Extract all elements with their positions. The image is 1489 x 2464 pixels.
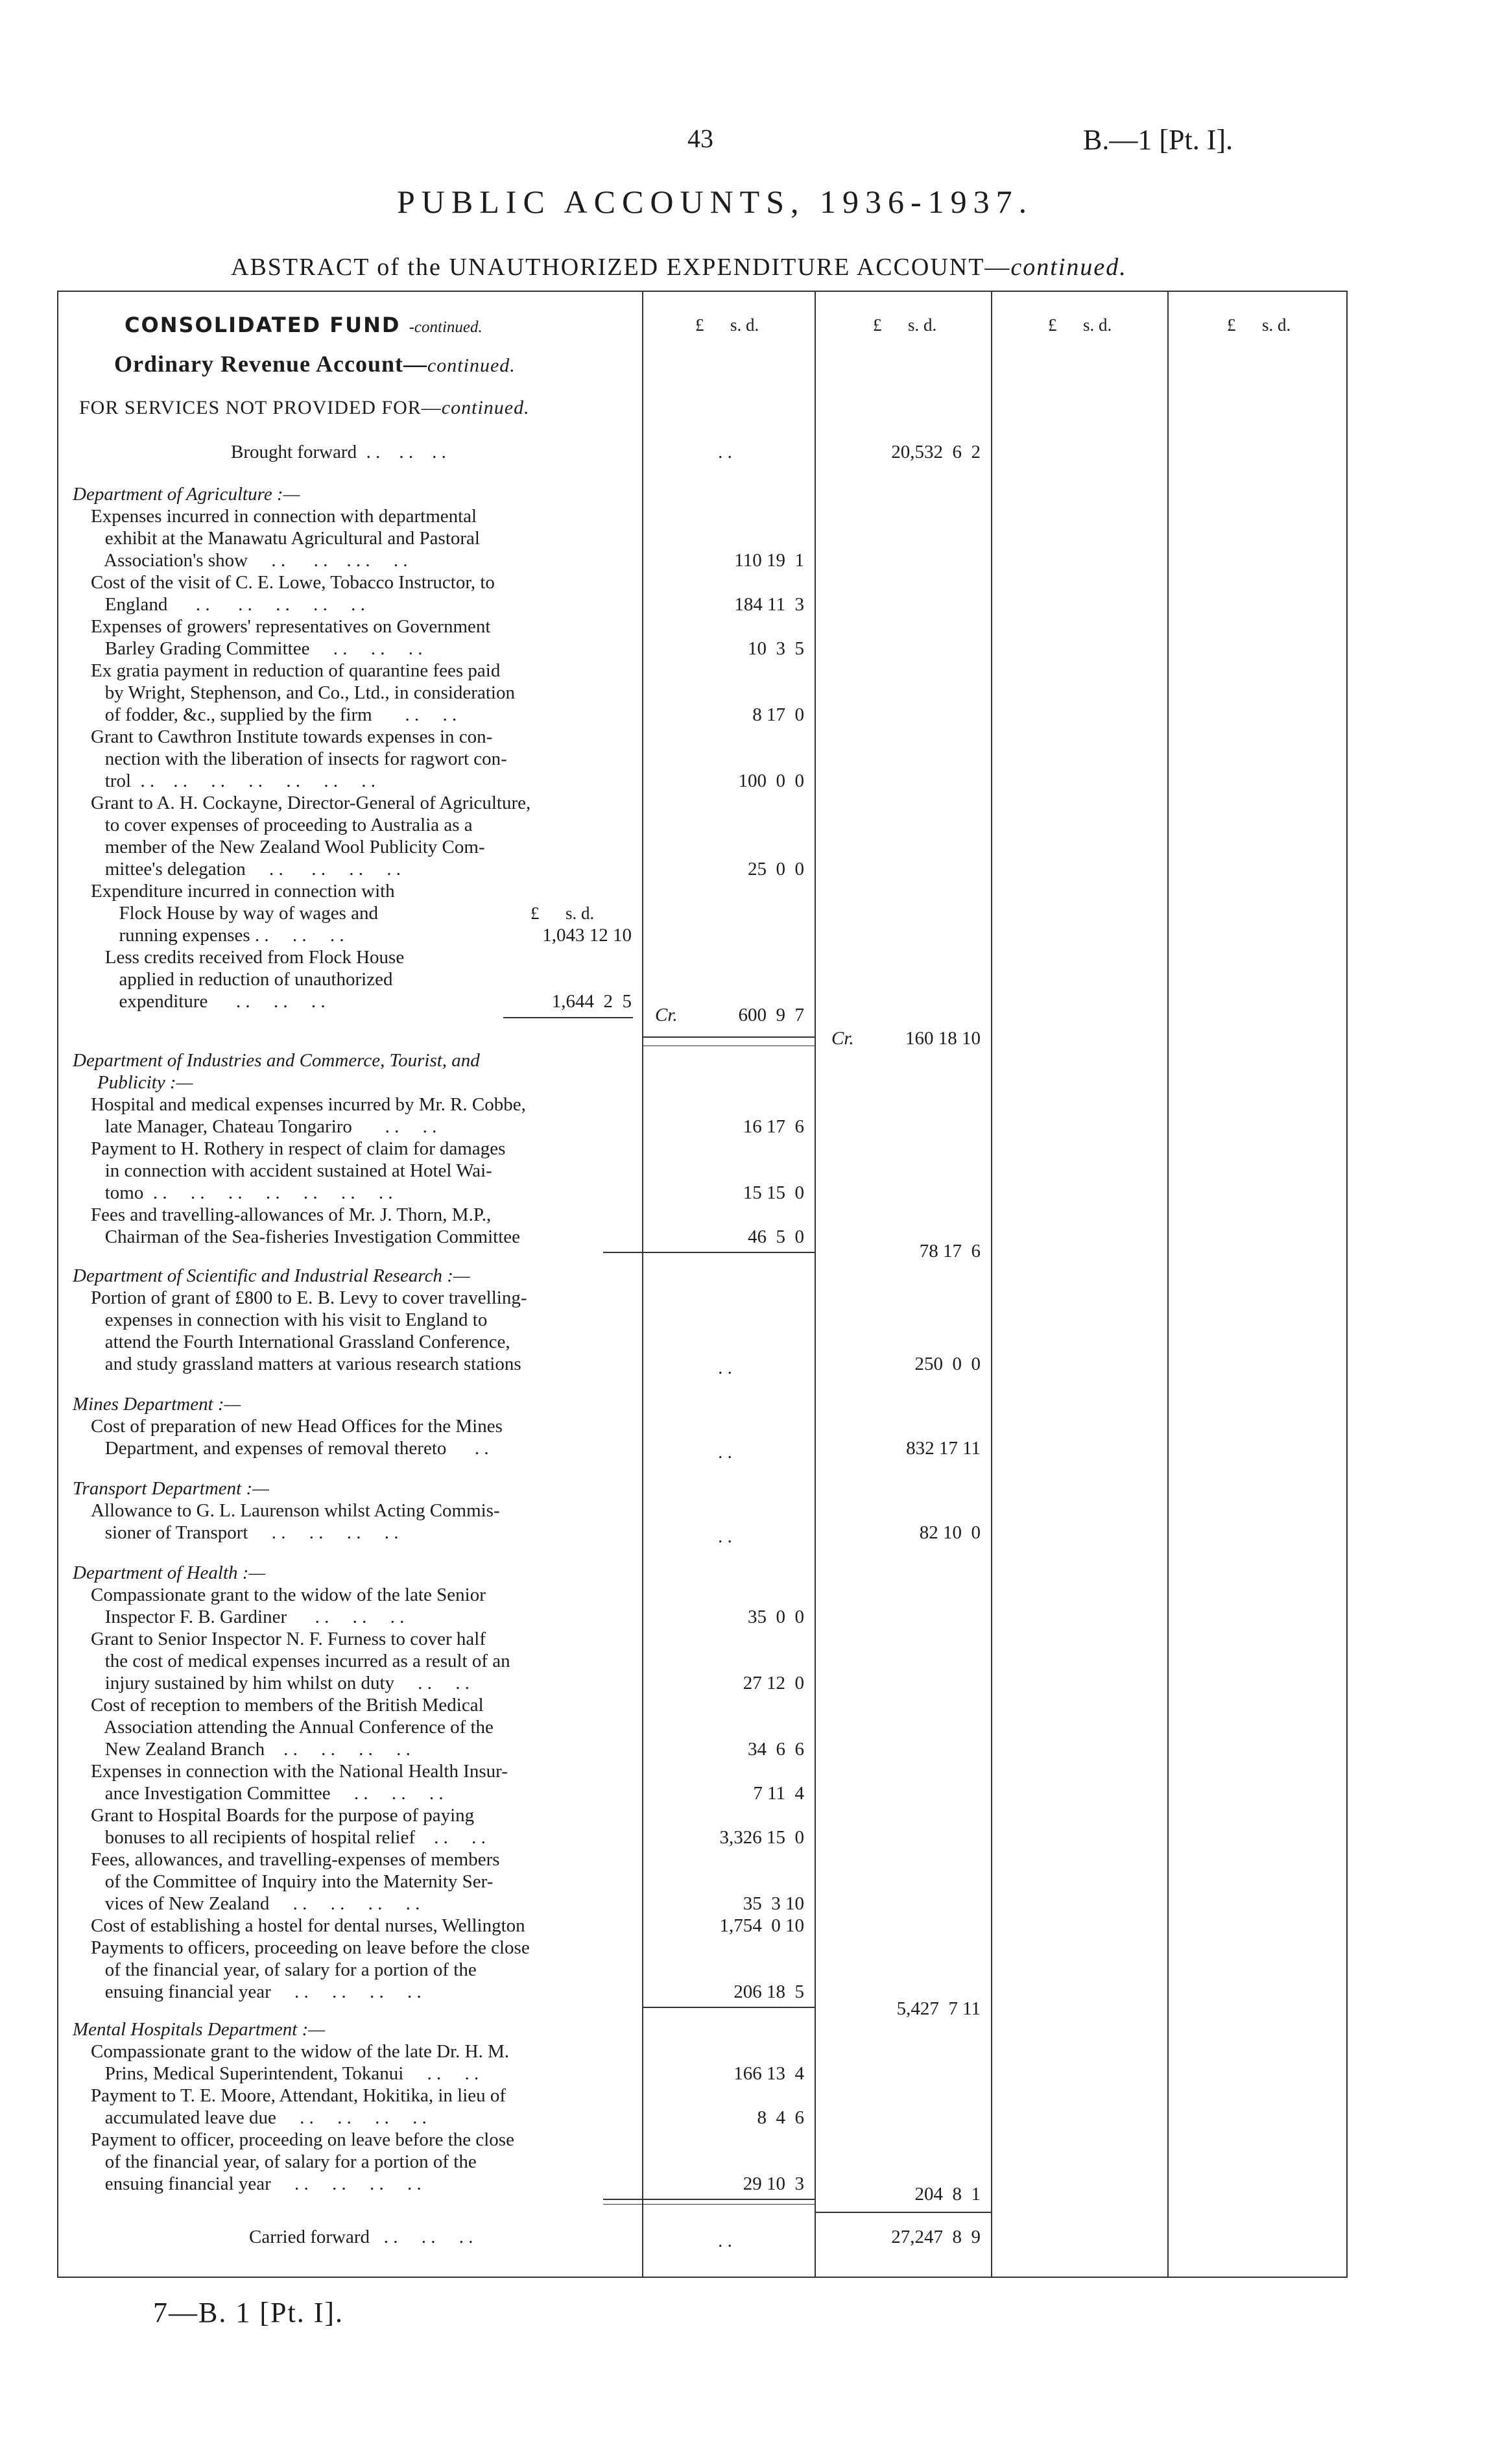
health-subtotal: 5,427 7 11 bbox=[896, 1998, 981, 2019]
mines-subtotal: 832 17 11 bbox=[906, 1438, 981, 1459]
mines-line-2: Department, and expenses of removal thereto . . bbox=[91, 1438, 489, 1459]
table-bottom-rule bbox=[57, 2277, 1348, 2278]
footer-signature: 7—B. 1 [Pt. I]. bbox=[153, 2297, 344, 2328]
agri-item-3-line-1: Expenses of growers' representatives on Government bbox=[91, 616, 491, 637]
ind-item-1-line-2: late Manager, Chateau Tongariro . . . . bbox=[91, 1116, 437, 1137]
carried-forward-label: Carried forward . . . . . . bbox=[249, 2227, 473, 2247]
brought-forward-c1: . . bbox=[718, 442, 732, 462]
services-continued: continued. bbox=[441, 397, 530, 418]
agriculture-heading: Department of Agriculture :— bbox=[73, 484, 300, 505]
health-item-4-line-1: Expenses in connection with the National Health Insur- bbox=[91, 1761, 508, 1782]
health-item-6-line-1: Fees, allowances, and travelling-expenses of members bbox=[91, 1849, 500, 1870]
health-item-7-line-1: Cost of establishing a hostel for dental nurses, Wellington bbox=[91, 1915, 525, 1936]
transport-line-2: sioner of Transport . . . . . . . . bbox=[91, 1522, 399, 1543]
health-item-5-line-2: bonuses to all recipients of hospital relief . . . . bbox=[91, 1827, 486, 1848]
transport-c1: . . bbox=[718, 1526, 732, 1547]
health-item-3-amount: 34 6 6 bbox=[748, 1739, 804, 1760]
health-item-1-line-1: Compassionate grant to the widow of the late Senior bbox=[91, 1585, 486, 1605]
mines-line-1: Cost of preparation of new Head Offices for the Mines bbox=[91, 1416, 503, 1437]
mental-heading: Mental Hospitals Department :— bbox=[73, 2019, 326, 2040]
agri-item-2-amount: 184 11 3 bbox=[734, 594, 804, 615]
ind-col1-rule bbox=[603, 1252, 815, 1253]
health-item-6-amount: 35 3 10 bbox=[743, 1893, 804, 1914]
health-item-3-line-2: Association attending the Annual Conference of the bbox=[91, 1717, 494, 1738]
services-heading bbox=[79, 397, 530, 419]
health-col1-rule bbox=[642, 2007, 815, 2008]
col4-rule bbox=[1167, 291, 1169, 2278]
health-item-6-line-2: of the Committee of Inquiry into the Maternity Ser- bbox=[91, 1871, 494, 1892]
flock-line-5: applied in reduction of unauthorized bbox=[91, 969, 393, 990]
col2-header: £ s. d. bbox=[873, 315, 937, 335]
health-item-8-line-3: ensuing financial year . . . . . . . . bbox=[91, 1981, 422, 2002]
flock-less-label: Less credits received from Flock House bbox=[91, 947, 405, 968]
mental-col1-rule-2 bbox=[603, 2204, 815, 2205]
mental-subtotal: 204 8 1 bbox=[914, 2184, 981, 2205]
ind-item-1-amount: 16 17 6 bbox=[743, 1116, 804, 1137]
account-name: Ordinary Revenue Account— bbox=[114, 351, 427, 377]
agri-item-5-line-1: Grant to Cawthron Institute towards expenses in con- bbox=[91, 726, 493, 747]
health-item-5-amount: 3,326 15 0 bbox=[719, 1827, 804, 1848]
industries-heading-2: Publicity :— bbox=[97, 1072, 193, 1093]
agri-item-6-line-4: mittee's delegation . . . . . . . . bbox=[91, 859, 401, 879]
account-heading bbox=[114, 350, 516, 377]
health-item-6-line-3: vices of New Zealand . . . . . . . . bbox=[91, 1893, 420, 1914]
mental-item-1-line-1: Compassionate grant to the widow of the late Dr. H. M. bbox=[91, 2041, 510, 2062]
agri-item-6-amount: 25 0 0 bbox=[748, 859, 804, 879]
agri-item-4-line-2: by Wright, Stephenson, and Co., Ltd., in consideration bbox=[91, 682, 515, 703]
dsir-line-2: expenses in connection with his visit to England to bbox=[91, 1310, 488, 1330]
document-reference: B.—1 [Pt. I]. bbox=[1083, 124, 1233, 156]
page-title: PUBLIC ACCOUNTS, 1936-1937. bbox=[397, 184, 1034, 220]
page-subtitle bbox=[231, 253, 1127, 281]
ind-item-3-line-1: Fees and travelling-allowances of Mr. J. Thorn, M.P., bbox=[91, 1204, 492, 1225]
health-item-5-line-1: Grant to Hospital Boards for the purpose of paying bbox=[91, 1805, 475, 1826]
health-item-3-line-1: Cost of reception to members of the British Medical bbox=[91, 1695, 484, 1716]
health-item-2-amount: 27 12 0 bbox=[743, 1673, 804, 1693]
health-item-4-amount: 7 11 4 bbox=[753, 1783, 804, 1804]
agri-item-2-line-1: Cost of the visit of C. E. Lowe, Tobacco Instructor, to bbox=[91, 572, 495, 593]
health-item-4-line-2: ance Investigation Committee . . . . . . bbox=[91, 1783, 444, 1804]
health-item-8-line-1: Payments to officers, proceeding on leave before the close bbox=[91, 1937, 530, 1958]
ind-item-1-line-1: Hospital and medical expenses incurred by Mr. R. Cobbe, bbox=[91, 1094, 526, 1115]
agri-item-4-line-1: Ex gratia payment in reduction of quarantine fees paid bbox=[91, 660, 501, 681]
agri-item-5-amount: 100 0 0 bbox=[738, 771, 804, 791]
carried-forward-c2: 27,247 8 9 bbox=[891, 2227, 981, 2247]
health-heading: Department of Health :— bbox=[73, 1562, 266, 1583]
health-item-3-line-3: New Zealand Branch . . . . . . . . bbox=[91, 1739, 411, 1760]
transport-heading: Transport Department :— bbox=[73, 1478, 269, 1499]
flock-wages-amount: 1,043 12 10 bbox=[542, 925, 632, 946]
table-top-rule bbox=[57, 291, 1348, 292]
ind-item-2-line-3: tomo . . . . . . . . . . . . . . bbox=[91, 1182, 393, 1203]
health-item-2-line-2: the cost of medical expenses incurred as a result of an bbox=[91, 1651, 510, 1671]
brought-forward-c2: 20,532 6 2 bbox=[891, 442, 981, 462]
subtitle-continued: continued. bbox=[1010, 254, 1127, 281]
health-item-2-line-3: injury sustained by him whilst on duty . . . . bbox=[91, 1673, 470, 1693]
agri-item-4-line-3: of fodder, &c., supplied by the firm . . . . bbox=[91, 704, 457, 725]
mental-item-2-line-2: accumulated leave due . . . . . . . . bbox=[91, 2107, 427, 2128]
agri-item-4-amount: 8 17 0 bbox=[752, 704, 804, 725]
account-continued: continued. bbox=[427, 355, 516, 376]
health-item-2-line-1: Grant to Senior Inspector N. F. Furness to cover half bbox=[91, 1629, 486, 1649]
agri-item-1-line-1: Expenses incurred in connection with departmental bbox=[91, 506, 477, 527]
health-item-1-amount: 35 0 0 bbox=[748, 1607, 804, 1627]
agri-item-6-line-3: member of the New Zealand Wool Publicity Com- bbox=[91, 837, 485, 857]
col2-rule bbox=[815, 291, 816, 2278]
health-item-8-line-2: of the financial year, of salary for a portion of the bbox=[91, 1959, 477, 1980]
health-item-7-amount: 1,754 0 10 bbox=[719, 1915, 804, 1936]
table-left-rule bbox=[57, 291, 58, 2278]
dsir-subtotal: 250 0 0 bbox=[914, 1354, 981, 1374]
flock-line-1: Expenditure incurred in connection with bbox=[91, 881, 395, 902]
flock-rule bbox=[503, 1017, 633, 1018]
health-item-8-amount: 206 18 5 bbox=[733, 1981, 804, 2002]
page-number: 43 bbox=[687, 124, 713, 153]
agri-col1-rule bbox=[642, 1036, 815, 1038]
col1-rule bbox=[642, 291, 643, 2278]
industries-heading: Department of Industries and Commerce, Tourist, and bbox=[73, 1050, 480, 1071]
services-name: FOR SERVICES NOT PROVIDED FOR— bbox=[79, 397, 442, 418]
mines-heading: Mines Department :— bbox=[73, 1394, 241, 1415]
carried-forward-c1: . . bbox=[718, 2231, 732, 2251]
mental-item-3-line-1: Payment to officer, proceeding on leave before the close bbox=[91, 2129, 514, 2150]
col3-rule bbox=[991, 291, 992, 2278]
dsir-line-4: and study grassland matters at various research stations bbox=[91, 1354, 521, 1374]
mental-item-1-line-2: Prins, Medical Superintendent, Tokanui . . . . bbox=[91, 2063, 479, 2084]
mental-col1-rule bbox=[603, 2199, 815, 2200]
dsir-heading: Department of Scientific and Industrial Research :— bbox=[73, 1265, 470, 1286]
col3-header: £ s. d. bbox=[1048, 315, 1112, 335]
brought-forward-label: Brought forward . . . . . . bbox=[231, 442, 446, 462]
mental-item-3-line-3: ensuing financial year . . . . . . . . bbox=[91, 2173, 422, 2194]
agri-item-5-line-2: nection with the liberation of insects for ragwort con- bbox=[91, 748, 507, 769]
dsir-line-3: attend the Fourth International Grassland Conference, bbox=[91, 1332, 510, 1352]
agri-subtotal-cr: Cr. bbox=[831, 1028, 854, 1049]
flock-line-3: running expenses . . . . . . bbox=[91, 925, 344, 946]
mental-item-1-amount: 166 13 4 bbox=[733, 2063, 804, 2084]
transport-subtotal: 82 10 0 bbox=[919, 1522, 981, 1543]
fund-heading bbox=[125, 313, 482, 337]
agri-item-3-amount: 10 3 5 bbox=[748, 638, 804, 659]
health-item-1-line-2: Inspector F. B. Gardiner . . . . . . bbox=[91, 1607, 405, 1627]
ind-item-2-line-2: in connection with accident sustained at Hotel Wai- bbox=[91, 1160, 492, 1181]
flock-cr-label: Cr. bbox=[655, 1005, 678, 1025]
dsir-c1: . . bbox=[718, 1358, 732, 1378]
agri-item-3-line-2: Barley Grading Committee . . . . . . bbox=[91, 638, 423, 659]
agri-item-1-amount: 110 19 1 bbox=[734, 550, 804, 571]
agri-subtotal: 160 18 10 bbox=[905, 1028, 981, 1049]
col2-total-rule bbox=[815, 2212, 991, 2213]
agri-item-2-line-2: England . . . . . . . . . . bbox=[91, 594, 365, 615]
mental-item-2-line-1: Payment to T. E. Moore, Attendant, Hokitika, in lieu of bbox=[91, 2085, 506, 2106]
flock-line-6: expenditure . . . . . . bbox=[91, 991, 326, 1012]
table-right-rule bbox=[1346, 291, 1348, 2278]
mental-item-3-amount: 29 10 3 bbox=[743, 2173, 804, 2194]
ind-item-3-line-2: Chairman of the Sea-fisheries Investigation Committee bbox=[91, 1226, 521, 1247]
col1-header: £ s. d. bbox=[695, 315, 759, 335]
mental-item-2-amount: 8 4 6 bbox=[757, 2107, 804, 2128]
flock-line-2: Flock House by way of wages and bbox=[91, 903, 378, 924]
agri-item-1-line-3: Association's show . . . . . . . . . bbox=[91, 550, 408, 571]
flock-subheader: £ s. d. bbox=[530, 903, 595, 923]
subtitle-text: ABSTRACT of the UNAUTHORIZED EXPENDITURE ACCOUNT— bbox=[231, 254, 1011, 281]
agri-item-1-line-2: exhibit at the Manawatu Agricultural and Pastoral bbox=[91, 528, 480, 549]
fund-continued: -continued. bbox=[409, 318, 482, 336]
fund-name: CONSOLIDATED FUND bbox=[125, 313, 401, 337]
ind-subtotal: 78 17 6 bbox=[919, 1241, 981, 1262]
agri-item-6-line-1: Grant to A. H. Cockayne, Director-General of Agriculture, bbox=[91, 793, 531, 813]
mental-item-3-line-2: of the financial year, of salary for a portion of the bbox=[91, 2151, 477, 2172]
col4-header: £ s. d. bbox=[1227, 315, 1291, 335]
mines-c1: . . bbox=[718, 1442, 732, 1463]
flock-net-amount: 600 9 7 bbox=[738, 1005, 804, 1025]
dsir-line-1: Portion of grant of £800 to E. B. Levy to cover travelling- bbox=[91, 1287, 527, 1308]
ind-item-2-amount: 15 15 0 bbox=[743, 1182, 804, 1203]
transport-line-1: Allowance to G. L. Laurenson whilst Acting Commis- bbox=[91, 1500, 500, 1521]
ind-item-2-line-1: Payment to H. Rothery in respect of claim for damages bbox=[91, 1138, 506, 1159]
flock-credits-amount: 1,644 2 5 bbox=[551, 991, 632, 1012]
flock-line-4 bbox=[91, 946, 404, 968]
agri-item-5-line-3: trol . . . . . . . . . . . . . . bbox=[91, 771, 376, 791]
ind-item-3-amount: 46 5 0 bbox=[748, 1226, 804, 1247]
agri-item-6-line-2: to cover expenses of proceeding to Australia as a bbox=[91, 815, 473, 835]
